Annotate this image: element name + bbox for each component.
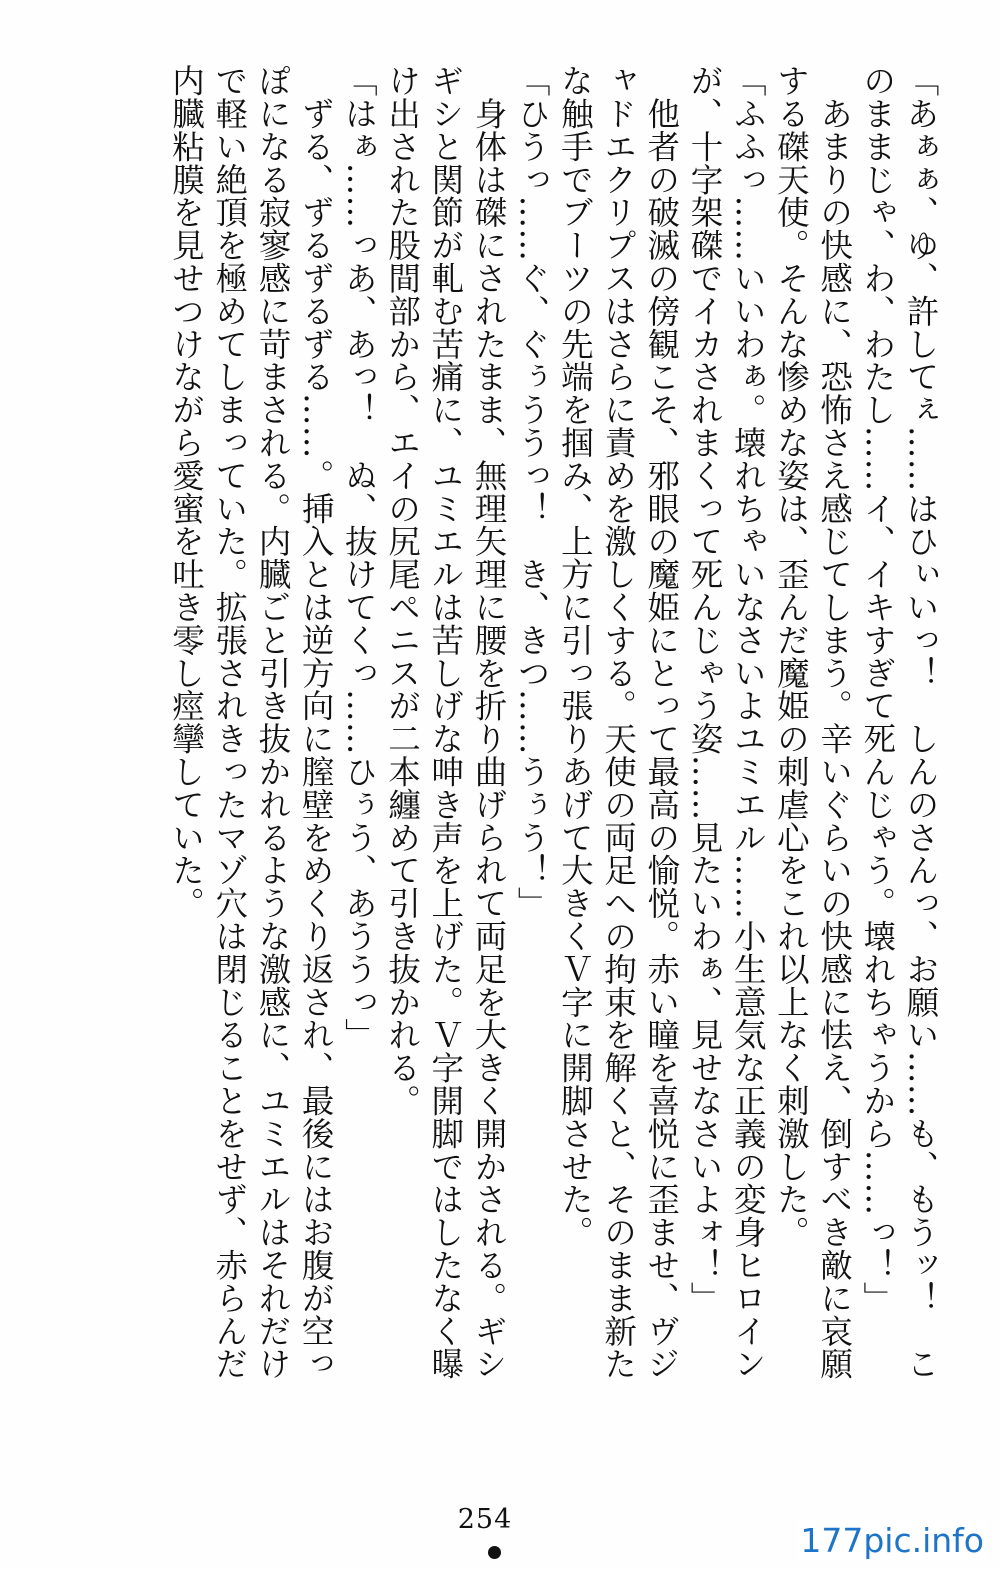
text-column: な触手でブーツの先端を掴み、上方に引っ張りあげて大きくＶ字に開脚させた。 bbox=[556, 64, 595, 1249]
text-column: ギシと関節が軋む苦痛に、ユミエルは苦しげな呻き声を上げた。Ｖ字開脚ではしたなく曝 bbox=[426, 64, 465, 1380]
text-column: 「ひうっ……ぐ、ぐぅううっ！ き、きつ……うぅう！」 bbox=[513, 64, 552, 920]
text-column: 内臓粘膜を見せつけながら愛蜜を吐き零し痙攣していた。 bbox=[167, 64, 206, 920]
text-column: 他者の破滅の傍観こそ、邪眼の魔姫にとって最高の愉悦。赤い瞳を喜悦に歪ませ、ヴジ bbox=[642, 64, 681, 1380]
text-column: 「ふふっ……いいわぁ。壊れちゃいなさいよユミエル……小生意気な正義の変身ヒロイン bbox=[729, 64, 768, 1380]
text-column: ぽになる寂寥感に苛まされる。内臓ごと引き抜かれるような激感に、ユミエルはそれだけ bbox=[253, 64, 292, 1380]
site-watermark: 177pic.info bbox=[800, 1521, 984, 1560]
text-column: が、十字架磔でイカされまくって死んじゃう姿……見たいわぁ、見せなさいよォ！」 bbox=[685, 64, 724, 1315]
page-dot-mark bbox=[488, 1546, 501, 1559]
text-column: のままじゃ、わ、わたし……イ、イキすぎて死んじゃう。壊れちゃうから……っ！」 bbox=[858, 64, 897, 1315]
page-number: 254 bbox=[457, 1504, 513, 1535]
text-column: け出された股間部から、エイの尻尾ペニスが二本纏めて引き抜かれる。 bbox=[383, 64, 422, 1117]
text-column: あまりの快感に、恐怖さえ感じてしまう。辛いぐらいの快感に怯え、倒すべき敵に哀願 bbox=[815, 64, 854, 1380]
text-column: 「あぁぁ、ゆ、許してぇ……はひぃいっ！ しんのさんっ、お願い……も、もうッ！ こ bbox=[902, 64, 940, 1380]
text-column: で軽い絶頂を極めてしまっていた。拡張されきったマゾ穴は閉じることをせず、赤らんだ bbox=[210, 64, 249, 1380]
text-column: ずる、ずるずるずる……。挿入とは逆方向に膣壁をめくり返され、最後にはお腹が空っ bbox=[297, 64, 336, 1380]
text-column: 「はぁ……っあ、あっ！ ぬ、抜けてくっ……ひぅう、あううっ」 bbox=[340, 64, 379, 1051]
text-column: ャドエクリプスはさらに責めを激しくする。天使の両足への拘束を解くと、そのまま新た bbox=[599, 64, 638, 1380]
vertical-text-body bbox=[164, 64, 942, 1484]
text-column: 身体は磔にされたまま、無理矢理に腰を折り曲げられて両足を大きく開かされる。ギシ bbox=[469, 64, 508, 1380]
text-column: する磔天使。そんな惨めな姿は、歪んだ魔姫の刺虐心をこれ以上なく刺激した。 bbox=[772, 64, 811, 1249]
